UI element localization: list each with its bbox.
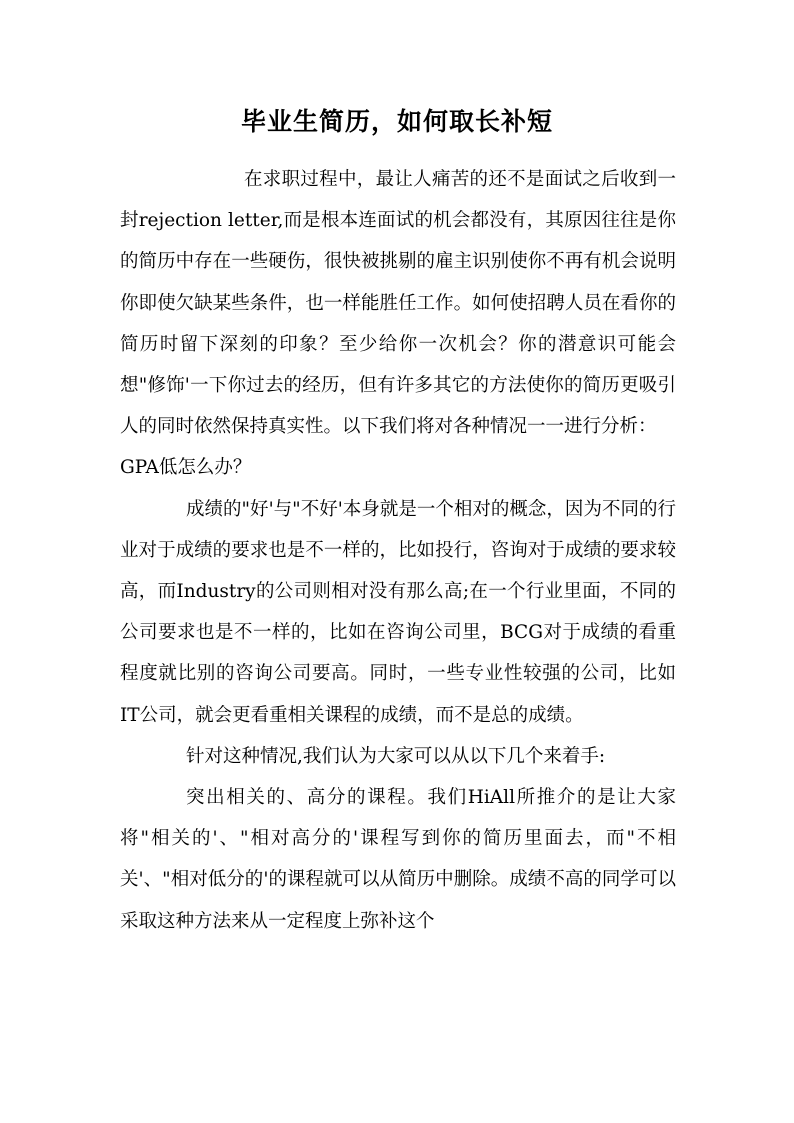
paragraph-highlight-courses: 突出相关的、高分的课程。我们HiAll所推介的是让大家将"相关的'、"相对高分的'课程写到你的简历里面去，而"不相关'、"相对低分的'的课程就可以从简历中删除。成绩不高的同学可以采取这种方法来从一定程度上弥补这个 xyxy=(120,787,676,932)
paragraph-intro: 在求职过程中，最让人痛苦的还不是面试之后收到一封rejection letter,而是根本连面试的机会都没有，其原因往往是你的简历中存在一些硬伤，很快被挑剔的雇主识别使你不再有机会说明你即使欠缺某些条件，也一样能胜任工作。如何使招聘人员在看你的简历时留下深刻的印象？至少给你一次机会？你的潜意识可能会想"修饰'一下你过去的经历，但有许多其它的方法使你的简历更吸引人的同时依然保持真实性。以下我们将对各种情况一一进行分析： xyxy=(120,169,676,438)
section-heading-gpa: GPA低怎么办？ xyxy=(120,457,252,479)
paragraph-approach: 针对这种情况,我们认为大家可以从以下几个来着手: xyxy=(186,745,606,767)
document-title: 毕业生简历，如何取长补短 xyxy=(240,107,553,136)
paragraph-grades: 成绩的"好'与"不好'本身就是一个相对的概念，因为不同的行业对于成绩的要求也是不一样的，比如投行，咨询对于成绩的要求较高，而Industry的公司则相对没有那么高;在一个行业里面，不同的公司要求也是不一样的，比如在咨询公司里，BCG对于成绩的看重程度就比别的咨询公司要高。同时，一些专业性较强的公司，比如IT公司，就会更看重相关课程的成绩，而不是总的成绩。 xyxy=(120,498,676,726)
document-body xyxy=(120,159,676,942)
